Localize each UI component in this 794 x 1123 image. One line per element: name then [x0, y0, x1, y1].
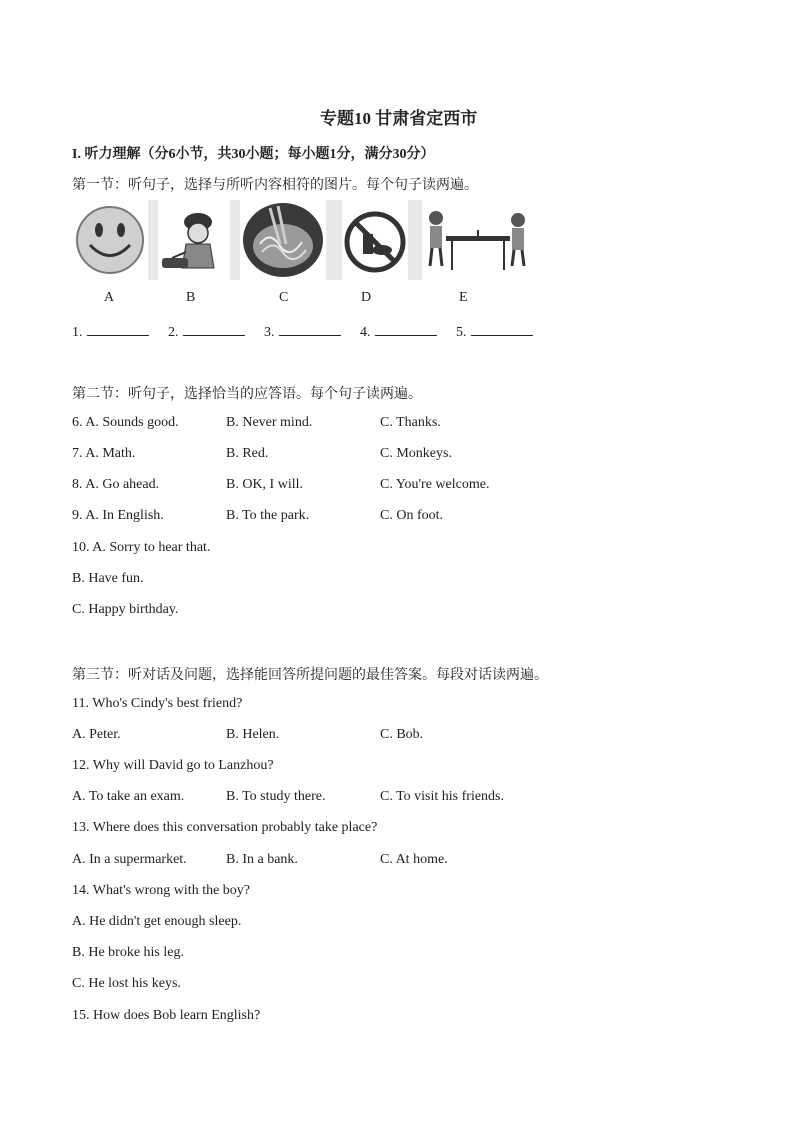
no-food-drink-sign-icon	[342, 200, 408, 280]
picture-label-d: D	[361, 290, 372, 305]
noodles-bowl-icon	[240, 200, 326, 280]
q7-option-c: C. Monkeys.	[380, 446, 452, 461]
q15-question: 15. How does Bob learn English?	[72, 1008, 261, 1023]
table-tennis-icon	[422, 200, 534, 280]
q11-question: 11. Who's Cindy's best friend?	[72, 696, 243, 711]
picture-label-b: B	[186, 290, 196, 305]
answer-blank-4[interactable]: 4.	[360, 322, 437, 341]
answer-blank-1[interactable]: 1.	[72, 322, 149, 341]
q12-question: 12. Why will David go to Lanzhou?	[72, 758, 274, 773]
q14-option-a: A. He didn't get enough sleep.	[72, 914, 242, 929]
q13-question: 13. Where does this conversation probably take place?	[72, 820, 378, 835]
picture-label-c: C	[279, 290, 289, 305]
picture-label-e: E	[459, 290, 468, 305]
q10-option-b: B. Have fun.	[72, 571, 144, 586]
q7-option-a: 7. A. Math.	[72, 446, 136, 461]
part1-heading: I. 听力理解（分6小节，共30小题；每小题1分，满分30分）	[72, 147, 435, 162]
q11-option-b: B. Helen.	[226, 727, 280, 742]
q13-option-c: C. At home.	[380, 852, 448, 867]
q12-option-b: B. To study there.	[226, 789, 326, 804]
q13-option-b: B. In a bank.	[226, 852, 298, 867]
q8-option-a: 8. A. Go ahead.	[72, 477, 160, 492]
q13-option-a: A. In a supermarket.	[72, 852, 187, 867]
section2-instruction: 第二节：听句子，选择恰当的应答语。每个句子读两遍。	[72, 387, 422, 402]
page-title: 专题10 甘肃省定西市	[320, 109, 478, 128]
q10-option-a: 10. A. Sorry to hear that.	[72, 540, 211, 555]
answer-blank-5[interactable]: 5.	[456, 322, 533, 341]
girl-cooking-icon	[158, 200, 230, 280]
q9-option-a: 9. A. In English.	[72, 508, 164, 523]
q6-option-a: 6. A. Sounds good.	[72, 415, 179, 430]
q12-option-a: A. To take an exam.	[72, 789, 185, 804]
q14-question: 14. What's wrong with the boy?	[72, 883, 251, 898]
q12-option-c: C. To visit his friends.	[380, 789, 504, 804]
q6-option-c: C. Thanks.	[380, 415, 441, 430]
q7-option-b: B. Red.	[226, 446, 269, 461]
q8-option-c: C. You're welcome.	[380, 477, 490, 492]
q11-option-a: A. Peter.	[72, 727, 121, 742]
q14-option-c: C. He lost his keys.	[72, 976, 181, 991]
picture-label-a: A	[104, 290, 115, 305]
q14-option-b: B. He broke his leg.	[72, 945, 184, 960]
q8-option-b: B. OK, I will.	[226, 477, 303, 492]
q6-option-b: B. Never mind.	[226, 415, 313, 430]
section3-instruction: 第三节：听对话及问题，选择能回答所提问题的最佳答案。每段对话读两遍。	[72, 668, 548, 683]
smiley-face-icon	[72, 200, 148, 280]
section1-instruction: 第一节：听句子，选择与所听内容相符的图片。每个句子读两遍。	[72, 178, 478, 193]
q9-option-b: B. To the park.	[226, 508, 310, 523]
q10-option-c: C. Happy birthday.	[72, 602, 179, 617]
q11-option-c: C. Bob.	[380, 727, 424, 742]
q9-option-c: C. On foot.	[380, 508, 443, 523]
answer-blank-3[interactable]: 3.	[264, 322, 341, 341]
picture-strip	[72, 200, 534, 280]
answer-blank-2[interactable]: 2.	[168, 322, 245, 341]
